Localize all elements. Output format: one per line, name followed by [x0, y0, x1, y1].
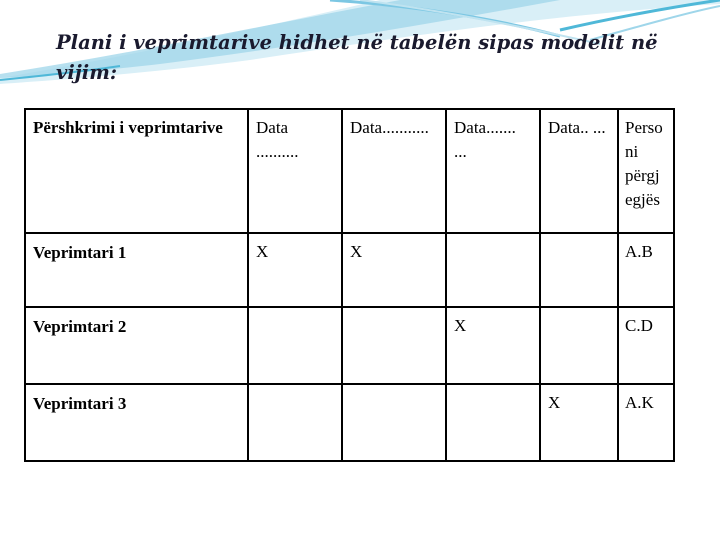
table-row [25, 384, 674, 461]
header-cell-responsible-person: Perso ni përgj egjës [618, 109, 674, 233]
table-cell [540, 233, 618, 307]
table-cell [540, 307, 618, 384]
row-label: Veprimtari 2 [25, 307, 248, 384]
table-cell [446, 233, 540, 307]
table-cell [248, 384, 342, 461]
header-cell-date-2: Data........... [342, 109, 446, 233]
row-label: Veprimtari 3 [25, 384, 248, 461]
table-cell: X [446, 307, 540, 384]
row-label: Veprimtari 1 [25, 233, 248, 307]
table-cell: X [540, 384, 618, 461]
table-row [25, 233, 674, 307]
table-cell [446, 384, 540, 461]
table-header-row [25, 109, 674, 233]
table-cell: X [342, 233, 446, 307]
header-cell-date-3: Data....... ... [446, 109, 540, 233]
table-cell: A.K [618, 384, 674, 461]
slide-title: Plani i veprimtarive hidhet në tabelën sipas modelit në vijim: [56, 31, 658, 84]
table-cell: X [248, 233, 342, 307]
table-cell [248, 307, 342, 384]
header-cell-description: Përshkrimi i veprimtarive [25, 109, 248, 233]
header-cell-date-1: Data .......... [248, 109, 342, 233]
table-cell [342, 307, 446, 384]
activity-plan-table [24, 108, 675, 462]
table-cell: A.B [618, 233, 674, 307]
table-cell [342, 384, 446, 461]
table-cell: C.D [618, 307, 674, 384]
table-row [25, 307, 674, 384]
header-cell-date-4: Data.. ... [540, 109, 618, 233]
